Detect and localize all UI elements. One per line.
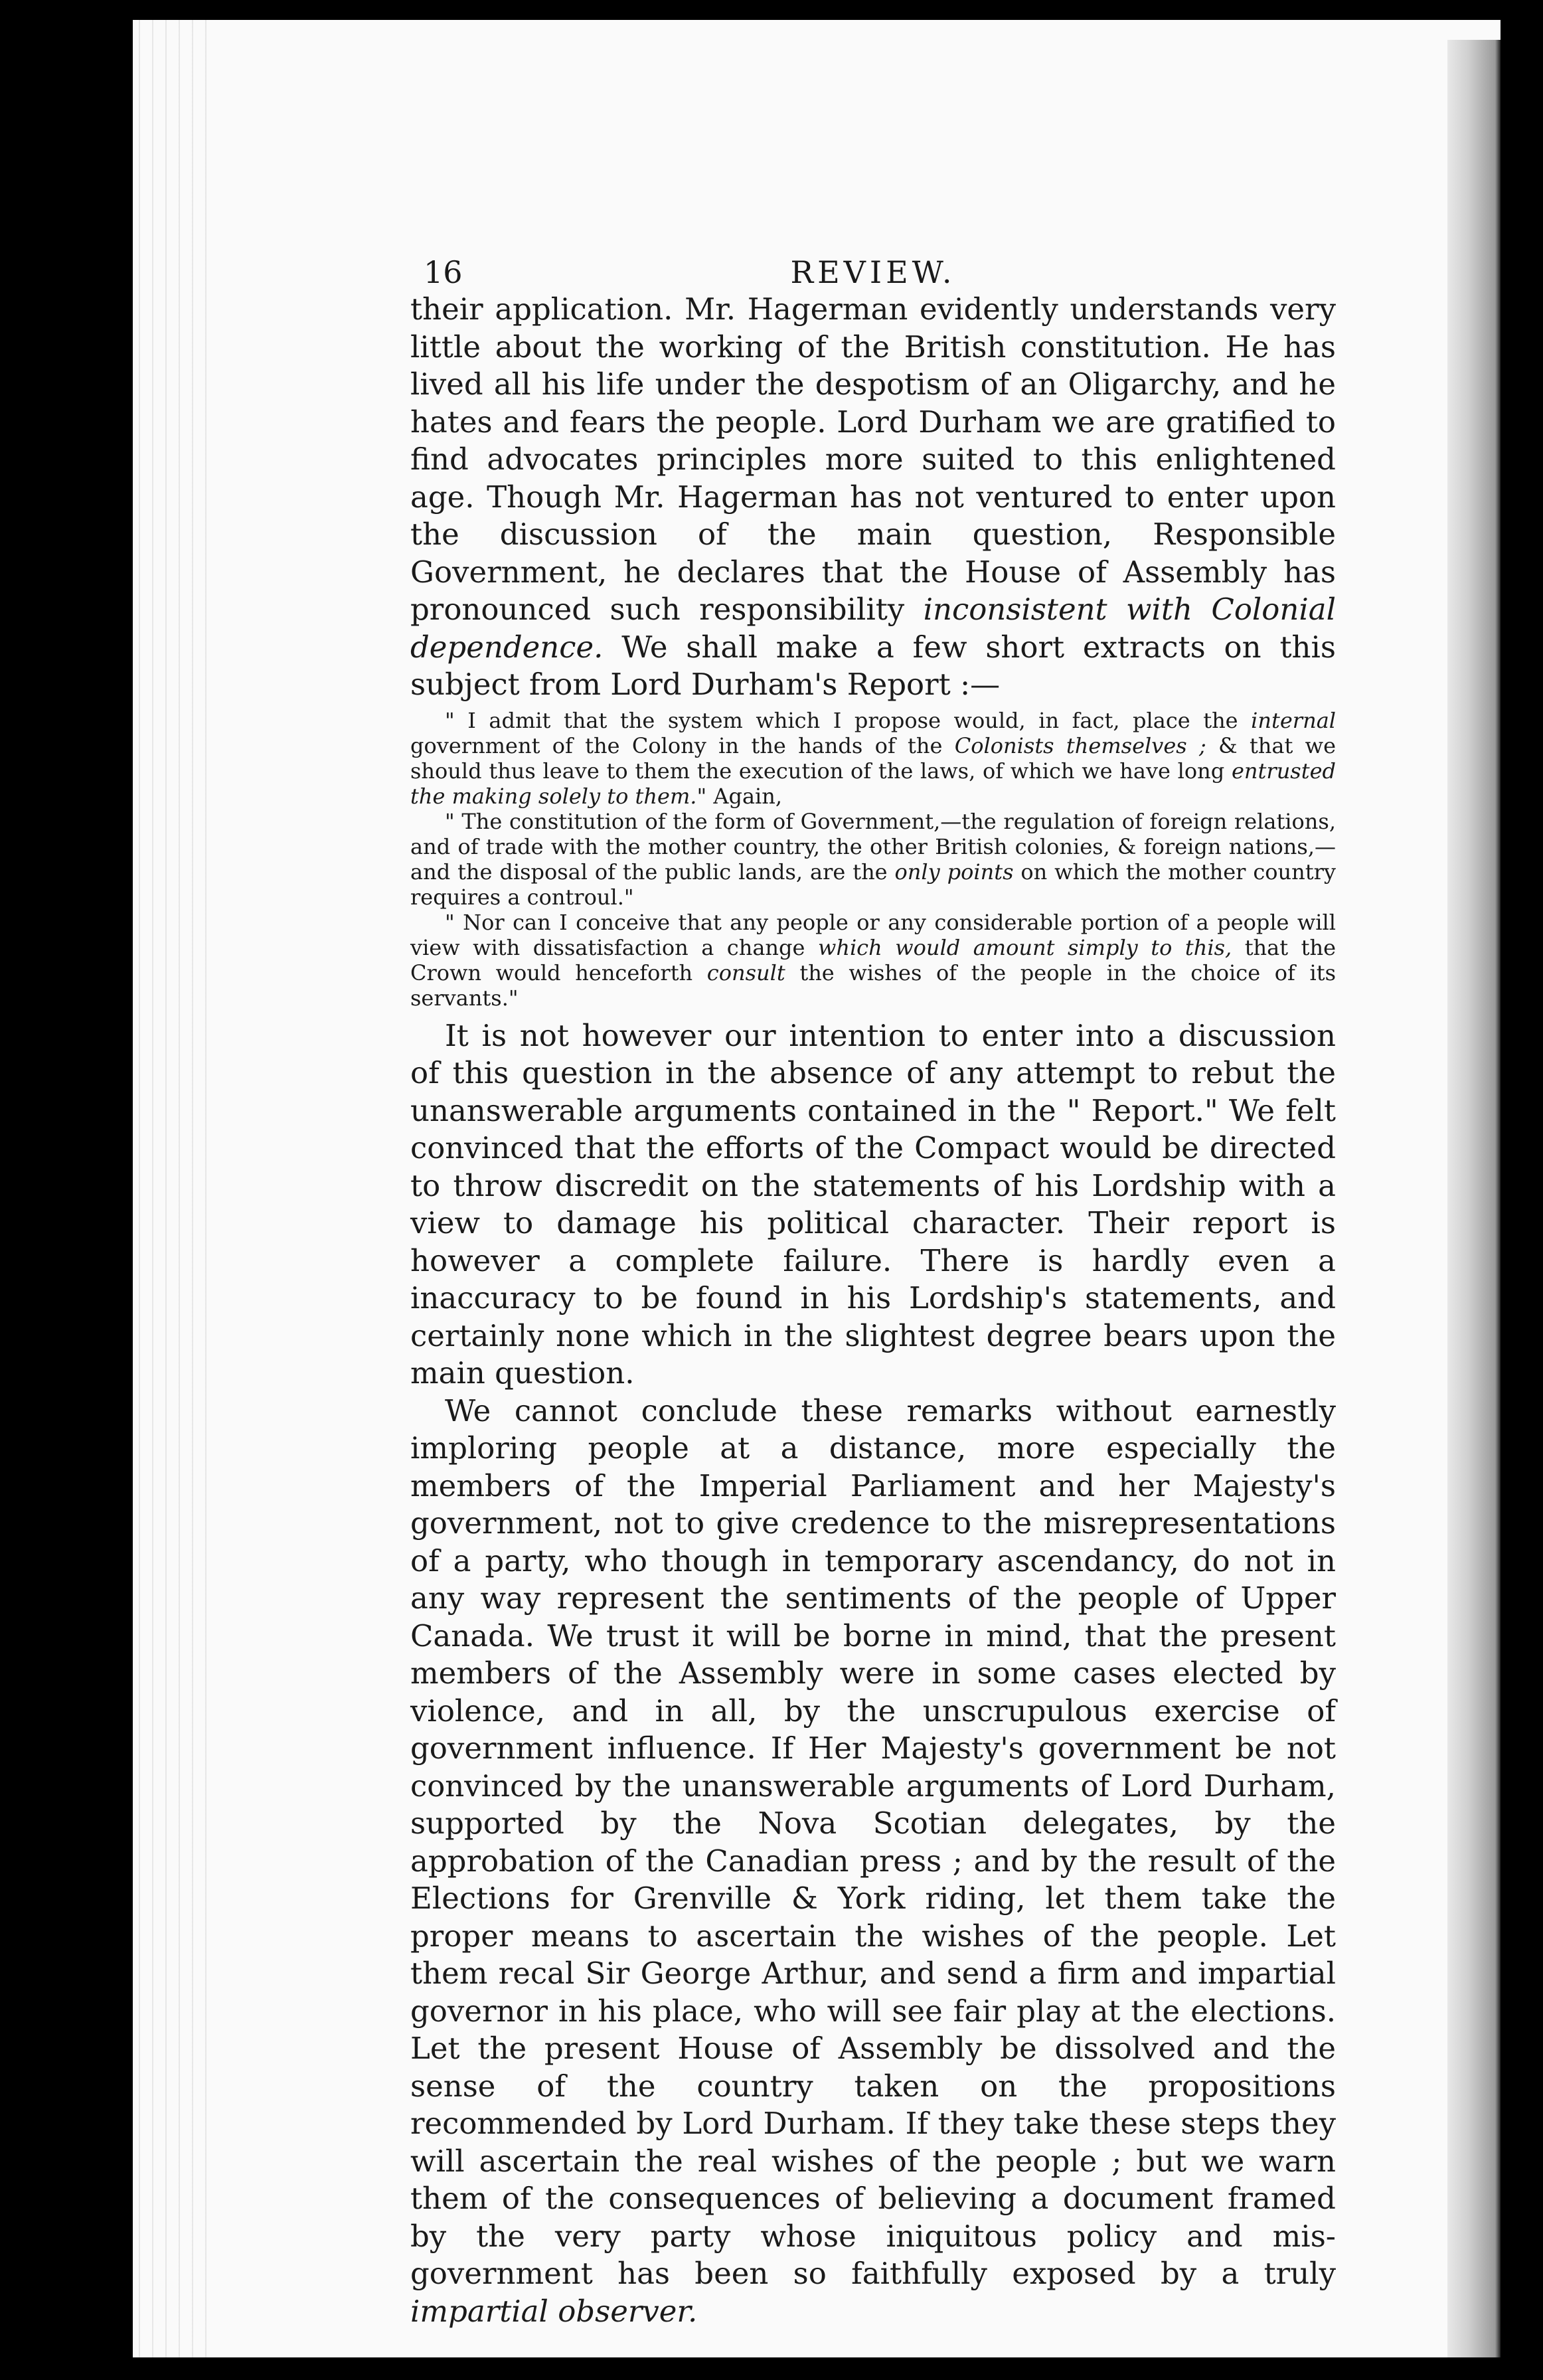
- page-stack-edge: [133, 20, 212, 2357]
- quote-2: " The constitution of the form of Government,—the regulation of foreign relations, and of trade with the mother country, the other British colonies, & foreign nations,—and the disposal of the public lands, are the only points on which the mother country requires a controul.": [410, 808, 1337, 910]
- page-gutter-shadow: [1447, 40, 1501, 2357]
- paragraph-3: We cannot conclude these remarks without earnestly imploring people at a distance, more especially the members of the Imperial Parliament and her Majesty's government, not to give credence to the misrepresentations of a party, who though in temporary ascendancy, do not in any way represent the sentiments of the people of Upper Canada. We trust it will be borne in mind, that the present members of the Assembly were in some cases elected by violence, and in all, by the unscrupulous exercise of government influence. If Her Majesty's government be not convinced by the unanswerable arguments of Lord Durham, supported by the Nova Scotian delegates, by the approbation of the Canadian press ; and by the result of the Elections for Grenville & York riding, let them take the proper means to ascertain the wishes of the people. Let them recal Sir George Arthur, and send a firm and impartial governor in his place, who will see fair play at the elections. Let the present House of Assembly be dissolved and the sense of the country taken on the propositions recommended by Lord Durham. If they take these steps they will ascertain the real wishes of the people ; but we warn them of the consequences of believing a document framed by the very party whose iniquitous policy and mis-government has been so faithfully exposed by a truly impartial observer.: [410, 1393, 1336, 2329]
- running-head: REVIEW.: [790, 254, 956, 290]
- quote-3: " Nor can I conceive that any people or any considerable portion of a people will view with dissatisfaction a change which would amount simply to this, that the Crown would henceforth consult the wishes of the people in the choice of its servants.": [410, 909, 1337, 1011]
- page-header: [410, 254, 1336, 291]
- page-number: 16: [424, 254, 463, 290]
- paragraph-2: It is not however our intention to enter into a discussion of this question in the absence of any attempt to rebut the unanswerable arguments contained in the " Report." We felt convinced that the efforts of the Compact would be directed to throw discredit on the statements of his Lordship with a view to damage his political character. Their report is however a complete failure. There is hardly even a inaccuracy to be found in his Lordship's statements, and certainly none which in the slightest degree bears upon the main question.: [410, 1017, 1336, 1391]
- quote-1: " I admit that the system which I propose would, in fact, place the internal government of the Colony in the hands of the Colonists themselves ; & that we should thus leave to them the execution of the laws, of which we have long entrusted the making solely to them." Again,: [410, 707, 1337, 809]
- page-text: [410, 254, 1337, 2329]
- paragraph-1: their application. Mr. Hagerman evidently understands very little about the working of the British constitution. He has lived all his life under the despotism of an Oligarchy, and he hates and fears the people. Lord Durham we are gratified to find advocates principles more suited to this enlightened age. Though Mr. Hagerman has not ventured to enter upon the discussion of the main question, Responsible Government, he declares that the House of Assembly has pronounced such responsibility inconsistent with Colonial dependence. We shall make a few short extracts on this subject from Lord Durham's Report :—: [410, 292, 1336, 702]
